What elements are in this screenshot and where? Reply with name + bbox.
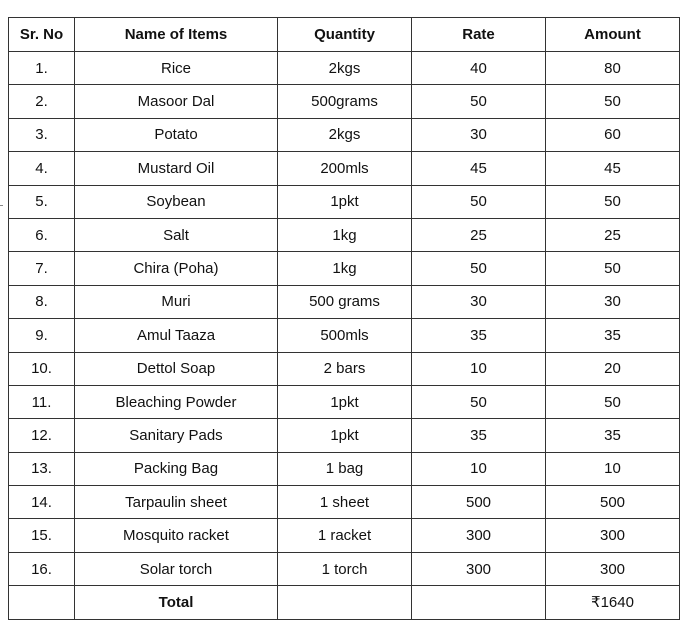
- amount-cell: 500: [546, 486, 680, 519]
- quantity-cell: 500 grams: [278, 285, 412, 318]
- quantity-cell: 1pkt: [278, 185, 412, 218]
- table-row: [9, 252, 680, 285]
- header-name-of-items: Name of Items: [75, 18, 278, 52]
- header-amount: Amount: [546, 18, 680, 52]
- quantity-cell: 1kg: [278, 218, 412, 251]
- sr-no-cell: 15.: [9, 519, 75, 552]
- table-row: [9, 85, 680, 118]
- amount-cell: 45: [546, 152, 680, 185]
- sr-no-cell: 9.: [9, 319, 75, 352]
- rate-cell: 500: [412, 486, 546, 519]
- table-row: [9, 352, 680, 385]
- amount-cell: 25: [546, 218, 680, 251]
- amount-cell: 300: [546, 552, 680, 585]
- quantity-cell: 1kg: [278, 252, 412, 285]
- sr-no-cell: 6.: [9, 218, 75, 251]
- sr-no-cell: 10.: [9, 352, 75, 385]
- rate-cell: 35: [412, 419, 546, 452]
- quantity-cell: 1 sheet: [278, 486, 412, 519]
- quantity-cell: 200mls: [278, 152, 412, 185]
- sr-no-cell: 12.: [9, 419, 75, 452]
- quantity-cell: 1pkt: [278, 419, 412, 452]
- sr-no-cell: 7.: [9, 252, 75, 285]
- item-name-cell: Soybean: [75, 185, 278, 218]
- items-table: [8, 17, 680, 620]
- amount-cell: 10: [546, 452, 680, 485]
- total-sr-cell: [9, 586, 75, 619]
- sr-no-cell: 13.: [9, 452, 75, 485]
- sr-no-cell: 5.: [9, 185, 75, 218]
- table-row: [9, 218, 680, 251]
- quantity-cell: 2kgs: [278, 118, 412, 151]
- item-name-cell: Salt: [75, 218, 278, 251]
- rate-cell: 10: [412, 452, 546, 485]
- quantity-cell: 1 torch: [278, 552, 412, 585]
- header-sr-no: Sr. No: [9, 18, 75, 52]
- item-name-cell: Bleaching Powder: [75, 385, 278, 418]
- edge-mark: [0, 205, 3, 206]
- amount-cell: 50: [546, 252, 680, 285]
- quantity-cell: 2kgs: [278, 52, 412, 85]
- rate-cell: 30: [412, 118, 546, 151]
- amount-cell: 60: [546, 118, 680, 151]
- item-name-cell: Tarpaulin sheet: [75, 486, 278, 519]
- rate-cell: 25: [412, 218, 546, 251]
- table-row: [9, 319, 680, 352]
- rate-cell: 30: [412, 285, 546, 318]
- sr-no-cell: 14.: [9, 486, 75, 519]
- total-label: Total: [75, 586, 278, 619]
- table-row: [9, 519, 680, 552]
- item-name-cell: Rice: [75, 52, 278, 85]
- item-name-cell: Packing Bag: [75, 452, 278, 485]
- sr-no-cell: 11.: [9, 385, 75, 418]
- quantity-cell: 1 bag: [278, 452, 412, 485]
- amount-cell: 30: [546, 285, 680, 318]
- rate-cell: 300: [412, 519, 546, 552]
- quantity-cell: 1pkt: [278, 385, 412, 418]
- table-row: [9, 486, 680, 519]
- sr-no-cell: 16.: [9, 552, 75, 585]
- amount-cell: 50: [546, 385, 680, 418]
- items-table-container: [8, 17, 680, 620]
- rate-cell: 40: [412, 52, 546, 85]
- table-row: [9, 185, 680, 218]
- amount-cell: 35: [546, 419, 680, 452]
- item-name-cell: Mustard Oil: [75, 152, 278, 185]
- item-name-cell: Masoor Dal: [75, 85, 278, 118]
- table-body: [9, 52, 680, 586]
- item-name-cell: Dettol Soap: [75, 352, 278, 385]
- item-name-cell: Potato: [75, 118, 278, 151]
- amount-cell: 35: [546, 319, 680, 352]
- header-quantity: Quantity: [278, 18, 412, 52]
- quantity-cell: 2 bars: [278, 352, 412, 385]
- rate-cell: 10: [412, 352, 546, 385]
- rate-cell: 45: [412, 152, 546, 185]
- item-name-cell: Muri: [75, 285, 278, 318]
- total-row: [9, 586, 680, 619]
- table-row: [9, 285, 680, 318]
- item-name-cell: Sanitary Pads: [75, 419, 278, 452]
- table-row: [9, 552, 680, 585]
- quantity-cell: 500mls: [278, 319, 412, 352]
- table-row: [9, 118, 680, 151]
- rate-cell: 50: [412, 385, 546, 418]
- rate-cell: 50: [412, 252, 546, 285]
- total-rate-cell: [412, 586, 546, 619]
- table-row: [9, 385, 680, 418]
- table-row: [9, 419, 680, 452]
- quantity-cell: 1 racket: [278, 519, 412, 552]
- total-amount: ₹1640: [546, 586, 680, 619]
- sr-no-cell: 3.: [9, 118, 75, 151]
- item-name-cell: Chira (Poha): [75, 252, 278, 285]
- amount-cell: 50: [546, 85, 680, 118]
- item-name-cell: Solar torch: [75, 552, 278, 585]
- sr-no-cell: 8.: [9, 285, 75, 318]
- item-name-cell: Amul Taaza: [75, 319, 278, 352]
- item-name-cell: Mosquito racket: [75, 519, 278, 552]
- total-quantity-cell: [278, 586, 412, 619]
- rate-cell: 300: [412, 552, 546, 585]
- quantity-cell: 500grams: [278, 85, 412, 118]
- amount-cell: 20: [546, 352, 680, 385]
- amount-cell: 50: [546, 185, 680, 218]
- sr-no-cell: 2.: [9, 85, 75, 118]
- amount-cell: 300: [546, 519, 680, 552]
- table-row: [9, 152, 680, 185]
- table-row: [9, 52, 680, 85]
- header-row: [9, 18, 680, 52]
- header-rate: Rate: [412, 18, 546, 52]
- table-row: [9, 452, 680, 485]
- rate-cell: 50: [412, 185, 546, 218]
- rate-cell: 35: [412, 319, 546, 352]
- amount-cell: 80: [546, 52, 680, 85]
- rate-cell: 50: [412, 85, 546, 118]
- sr-no-cell: 4.: [9, 152, 75, 185]
- sr-no-cell: 1.: [9, 52, 75, 85]
